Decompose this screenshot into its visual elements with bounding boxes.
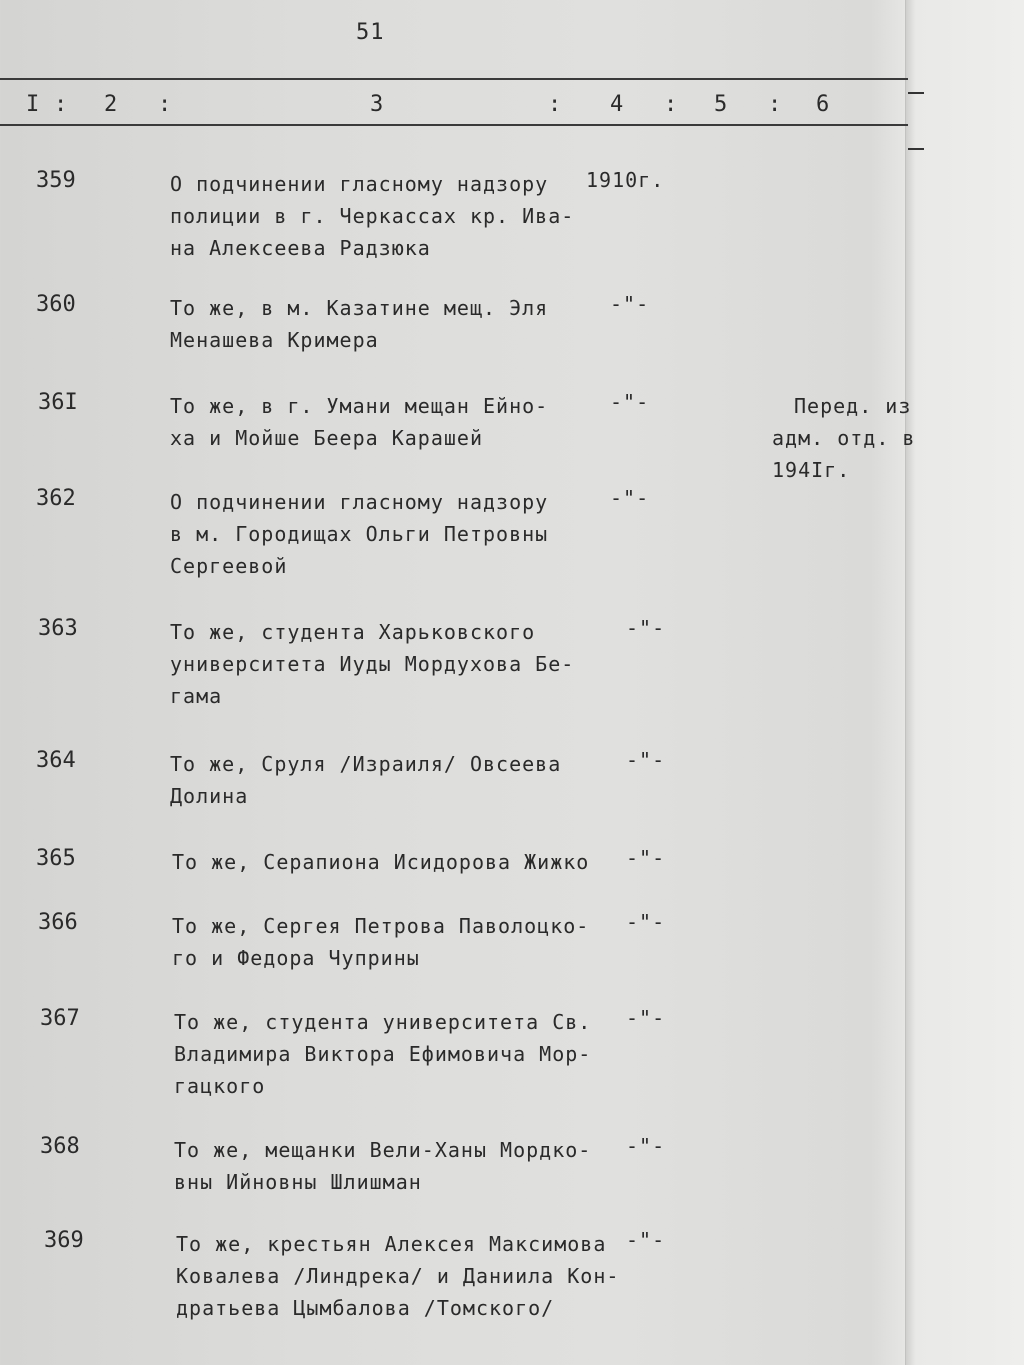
column-header-separator: : [664,92,678,117]
record-title-line: Менашева Кримера [170,328,379,352]
record-title-line: То же, Серапиона Исидорова Жижко [172,850,590,874]
record-title-line: То же, студента Харьковского [170,620,536,644]
record-title [174,1134,594,1198]
record-title [170,292,590,356]
record-date: -"- [626,1228,666,1252]
record-title [170,168,590,264]
edge-mark [908,148,924,150]
record-number: 369 [44,1228,84,1253]
edge-mark [908,92,924,94]
record-title-line: То же, в м. Казатине мещ. Эля [170,296,549,320]
record-title-line: Сергеевой [170,554,288,578]
record-title [170,616,590,712]
header-bottom-rule [0,124,908,126]
record-date: -"- [610,486,650,510]
record-title-line: То же, в г. Умани мещан Ейно- [170,394,549,418]
record-date: -"- [610,390,650,414]
column-header-cell: I [26,92,40,117]
column-header-separator: : [158,92,172,117]
record-number: 363 [38,616,78,641]
record-title [170,748,590,812]
record-note [772,390,916,486]
record-title-line: в м. Городищах Ольги Петровны [170,522,549,546]
record-title-line: гама [170,684,223,708]
record-date: 1910г. [586,168,665,192]
header-top-rule [0,78,908,80]
record-title [174,1006,594,1102]
record-title-line: То же, студента университета Св. [174,1010,592,1034]
column-header-separator: : [768,92,782,117]
record-date: -"- [626,748,666,772]
record-title-line: Ковалева /Линдрека/ и Даниила Кон- [176,1264,620,1288]
record-number: 364 [36,748,76,773]
record-title-line: О подчинении гласному надзору [170,172,549,196]
record-number: 359 [36,168,76,193]
column-header-separator: : [54,92,68,117]
record-title-line: гацкого [174,1074,266,1098]
record-title-line: на Алексеева Радзюка [170,236,431,260]
record-title [172,846,592,878]
record-number: 360 [36,292,76,317]
record-number: 362 [36,486,76,511]
record-title-line: То же, мещанки Вели-Ханы Мордко- [174,1138,592,1162]
record-title-line: То же, Сруля /Израиля/ Овсеева [170,752,562,776]
record-date: -"- [626,910,666,934]
column-header-cell: 2 [104,92,118,117]
record-title-line: университета Иуды Мордухова Бе- [170,652,575,676]
record-date: -"- [626,1134,666,1158]
record-title-line: ха и Мойше Беера Карашей [170,426,483,450]
record-title-line: То же, крестьян Алексея Максимова [176,1232,607,1256]
record-title [172,910,592,974]
record-title-line: О подчинении гласному надзору [170,490,549,514]
record-number: 366 [38,910,78,935]
record-number: 36I [38,390,78,415]
record-date: -"- [626,616,666,640]
record-number: 368 [40,1134,80,1159]
record-note-line: адм. отд. в [772,426,916,450]
record-title-line: дратьева Цымбалова /Томского/ [176,1296,555,1320]
record-title-line: го и Федора Чуприны [172,946,420,970]
record-title [170,390,590,454]
record-title-line: полиции в г. Черкассах кр. Ива- [170,204,575,228]
record-title [176,1228,620,1324]
column-header-cell: 6 [816,92,830,117]
record-title-line: Долина [170,784,249,808]
column-header-cell: 5 [714,92,728,117]
record-date: -"- [610,292,650,316]
column-header-cell: 4 [610,92,624,117]
column-header-separator: : [548,92,562,117]
record-note-line: Перед. из [794,394,912,418]
record-number: 365 [36,846,76,871]
record-date: -"- [626,1006,666,1030]
record-title-line: Владимира Виктора Ефимовича Мор- [174,1042,592,1066]
column-header [0,92,908,122]
record-number: 367 [40,1006,80,1031]
record-title-line: вны Ийновны Шлишман [174,1170,422,1194]
page-edge [905,0,1024,1365]
record-title [170,486,590,582]
record-note-line: 194Iг. [772,458,851,482]
column-header-cell: 3 [370,92,384,117]
page-number: 51 [356,20,385,45]
record-title-line: То же, Сергея Петрова Паволоцко- [172,914,590,938]
record-date: -"- [626,846,666,870]
